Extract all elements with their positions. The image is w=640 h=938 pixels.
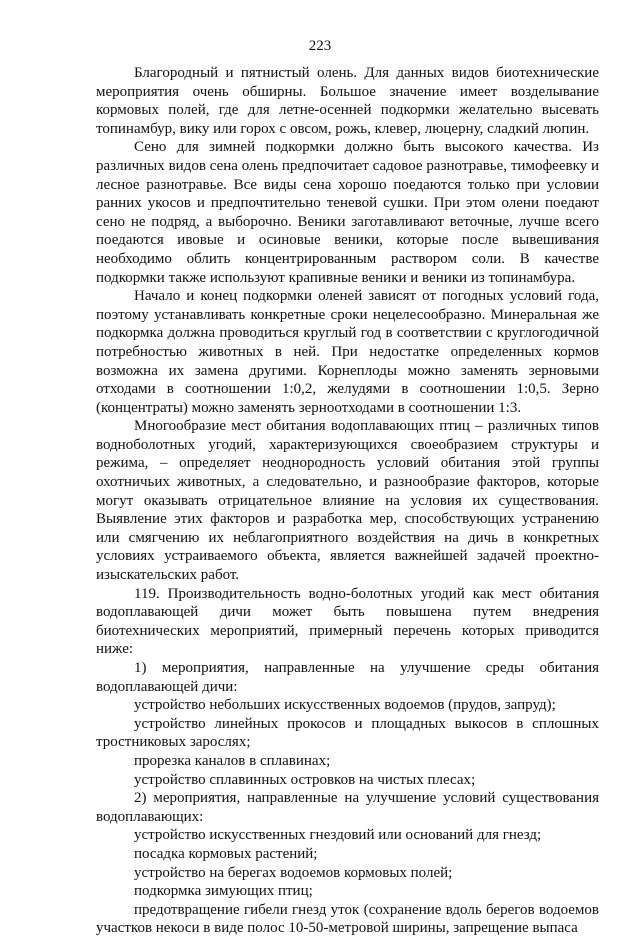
list-item: устройство сплавинных островков на чистых плесах;: [134, 771, 476, 788]
list-item: устройство линейных прокосов и площадных выкосов в сплошных тростниковых зарослях;: [96, 715, 599, 751]
list-item: устройство небольших искусственных водоемов (прудов, запруд);: [134, 697, 556, 714]
list-item: подкормка зимующих птиц;: [134, 883, 313, 900]
list-item: предотвращение гибели гнезд уток (сохранение вдоль берегов водоемов участков некоси в виде полос 10-50-метровой ширины, запрещение выпаса: [96, 901, 599, 937]
document-body: [96, 64, 599, 938]
list-item: устройство на берегах водоемов кормовых полей;: [134, 864, 453, 881]
paragraph: Сено для зимней подкормки должно быть высокого качества. Из различных видов сена олень предпочитает садовое разнотравье, тимофеевку и лесное разнотравье. Все виды сена хорошо поедаются только при условии ранних укосов и предпочтительно теневой сушки. При этом олени поедают сено не подряд, а выборочно. Веники заготавливают веточные, лучше всего поедаются ивовые и осиновые веники, которые после вывешивания необходимо облить концентрированным раствором соли. В качестве подкормки также используют крапивные веники и веники из топинамбура.: [96, 139, 599, 286]
list-item: прорезка каналов в сплавинах;: [134, 752, 331, 769]
paragraph: Начало и конец подкормки оленей зависят от погодных условий года, поэтому устанавливать конкретные сроки нецелесообразно. Минеральная же подкормка должна проводиться круглый год в соответствии с круглогодичной потребностью животных в ней. При недостатке определенных кормов возможна их замена другими. Корнеплоды можно заменять зерновыми отходами в соотношении 1:0,2, желудями в соотношении 1:0,5. Зерно (концентраты) можно заменять зерноотходами в соотношении 1:3.: [96, 288, 599, 416]
list-heading: 1) мероприятия, направленные на улучшение среды обитания водоплавающей дичи:: [96, 660, 599, 695]
list-item: устройство искусственных гнездовий или оснований для гнезд;: [134, 827, 542, 844]
list-heading: 2) мероприятия, направленные на улучшение условий существования водоплавающих:: [96, 790, 599, 825]
paragraph: 119. Производительность водно-болотных угодий как мест обитания водоплавающей дичи может быть повышена путем внедрения биотехнических мероприятий, примерный перечень которых приводится ниже:: [96, 585, 599, 658]
page-number: 223: [308, 38, 332, 54]
paragraph: Многообразие мест обитания водоплавающих птиц – различных типов водноболотных угодий, характеризующихся своеобразием структуры и режима, – определяет неоднородность условий обитания этой группы охотничьих животных, а следовательно, и разнообразие факторов, которые могут оказывать отрицательное влияние на условия их существования. Выявление этих факторов и разработка мер, способствующих устранению или смягчению их неблагоприятного воздействия на дичь в конкретных условиях устраиваемого объекта, является важнейшей задачей проектно-изыскательских работ.: [96, 418, 599, 584]
list-item: посадка кормовых растений;: [134, 845, 318, 862]
paragraph: Благородный и пятнистый олень. Для данных видов биотехнические мероприятия очень обширны. Большое значение имеет возделывание кормовых полей, где для летне-осенней подкормки желательно высевать топинамбур, вику или горох с овсом, рожь, клевер, люцерну, сладкий люпин.: [96, 65, 599, 137]
